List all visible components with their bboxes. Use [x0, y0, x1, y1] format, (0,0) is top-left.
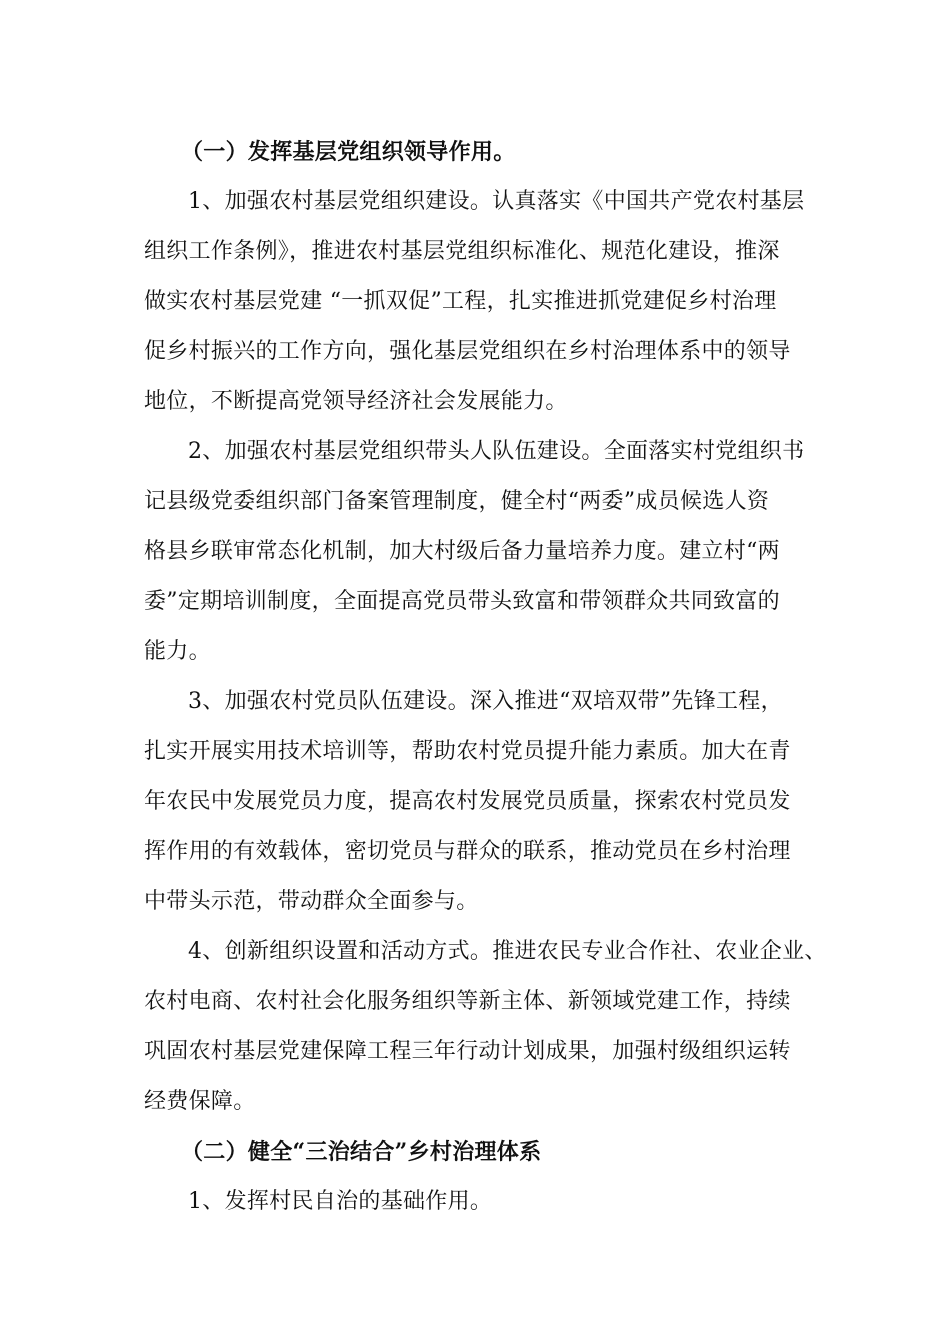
paragraph-line: 促乡村振兴的工作方向，强化基层党组织在乡村治理体系中的领导 [144, 339, 791, 364]
paragraph-3 [144, 677, 808, 927]
paragraph-line: 能力。 [144, 639, 211, 664]
paragraph-line: 年农民中发展党员力度，提高农村发展党员质量，探索农村党员发 [144, 789, 791, 814]
paragraph-line: 做实农村基层党建 “一抓双促”工程，扎实推进抓党建促乡村治理 [144, 289, 777, 314]
paragraph-4 [144, 927, 827, 1127]
paragraph-line: 2、加强农村基层党组织带头人队伍建设。全面落实村党组织书 [188, 439, 805, 464]
paragraph-line: 经费保障。 [144, 1089, 256, 1114]
paragraph-line: 巩固农村基层党建保障工程三年行动计划成果，加强村级组织运转 [144, 1039, 791, 1064]
section-heading-2: （二）健全“三治结合”乡村治理体系 [181, 1139, 542, 1165]
paragraph-2 [144, 427, 808, 677]
paragraph-line: 1、发挥村民自治的基础作用。 [188, 1189, 493, 1214]
paragraph-line: 记县级党委组织部门备案管理制度，健全村“两委”成员候选人资 [144, 489, 770, 514]
paragraph-line: 农村电商、农村社会化服务组织等新主体、新领域党建工作，持续 [144, 989, 791, 1014]
section-heading-1: （一）发挥基层党组织领导作用。 [181, 139, 516, 165]
paragraph-line: 委”定期培训制度，全面提高党员带头致富和带领群众共同致富的 [144, 589, 780, 614]
paragraph-line: 组织工作条例》，推进农村基层党组织标准化、规范化建设，推深 [144, 239, 780, 264]
paragraph-line: 地位，不断提高党领导经济社会发展能力。 [144, 389, 568, 414]
paragraph-line: 格县乡联审常态化机制，加大村级后备力量培养力度。建立村“两 [144, 539, 780, 564]
paragraph-1 [144, 177, 808, 427]
document-body [144, 127, 827, 1227]
paragraph-line: 挥作用的有效载体，密切党员与群众的联系，推动党员在乡村治理 [144, 839, 791, 864]
paragraph-line: 1、加强农村基层党组织建设。认真落实《中国共产党农村基层 [188, 189, 805, 214]
paragraph-5 [144, 1177, 808, 1227]
paragraph-line: 扎实开展实用技术培训等，帮助农村党员提升能力素质。加大在青 [144, 739, 791, 764]
paragraph-line: 4、创新组织设置和活动方式。推进农民专业合作社、农业企业、 [188, 939, 827, 964]
paragraph-line: 中带头示范，带动群众全面参与。 [144, 889, 479, 914]
paragraph-line: 3、加强农村党员队伍建设。深入推进“双培双带”先锋工程， [188, 689, 783, 714]
